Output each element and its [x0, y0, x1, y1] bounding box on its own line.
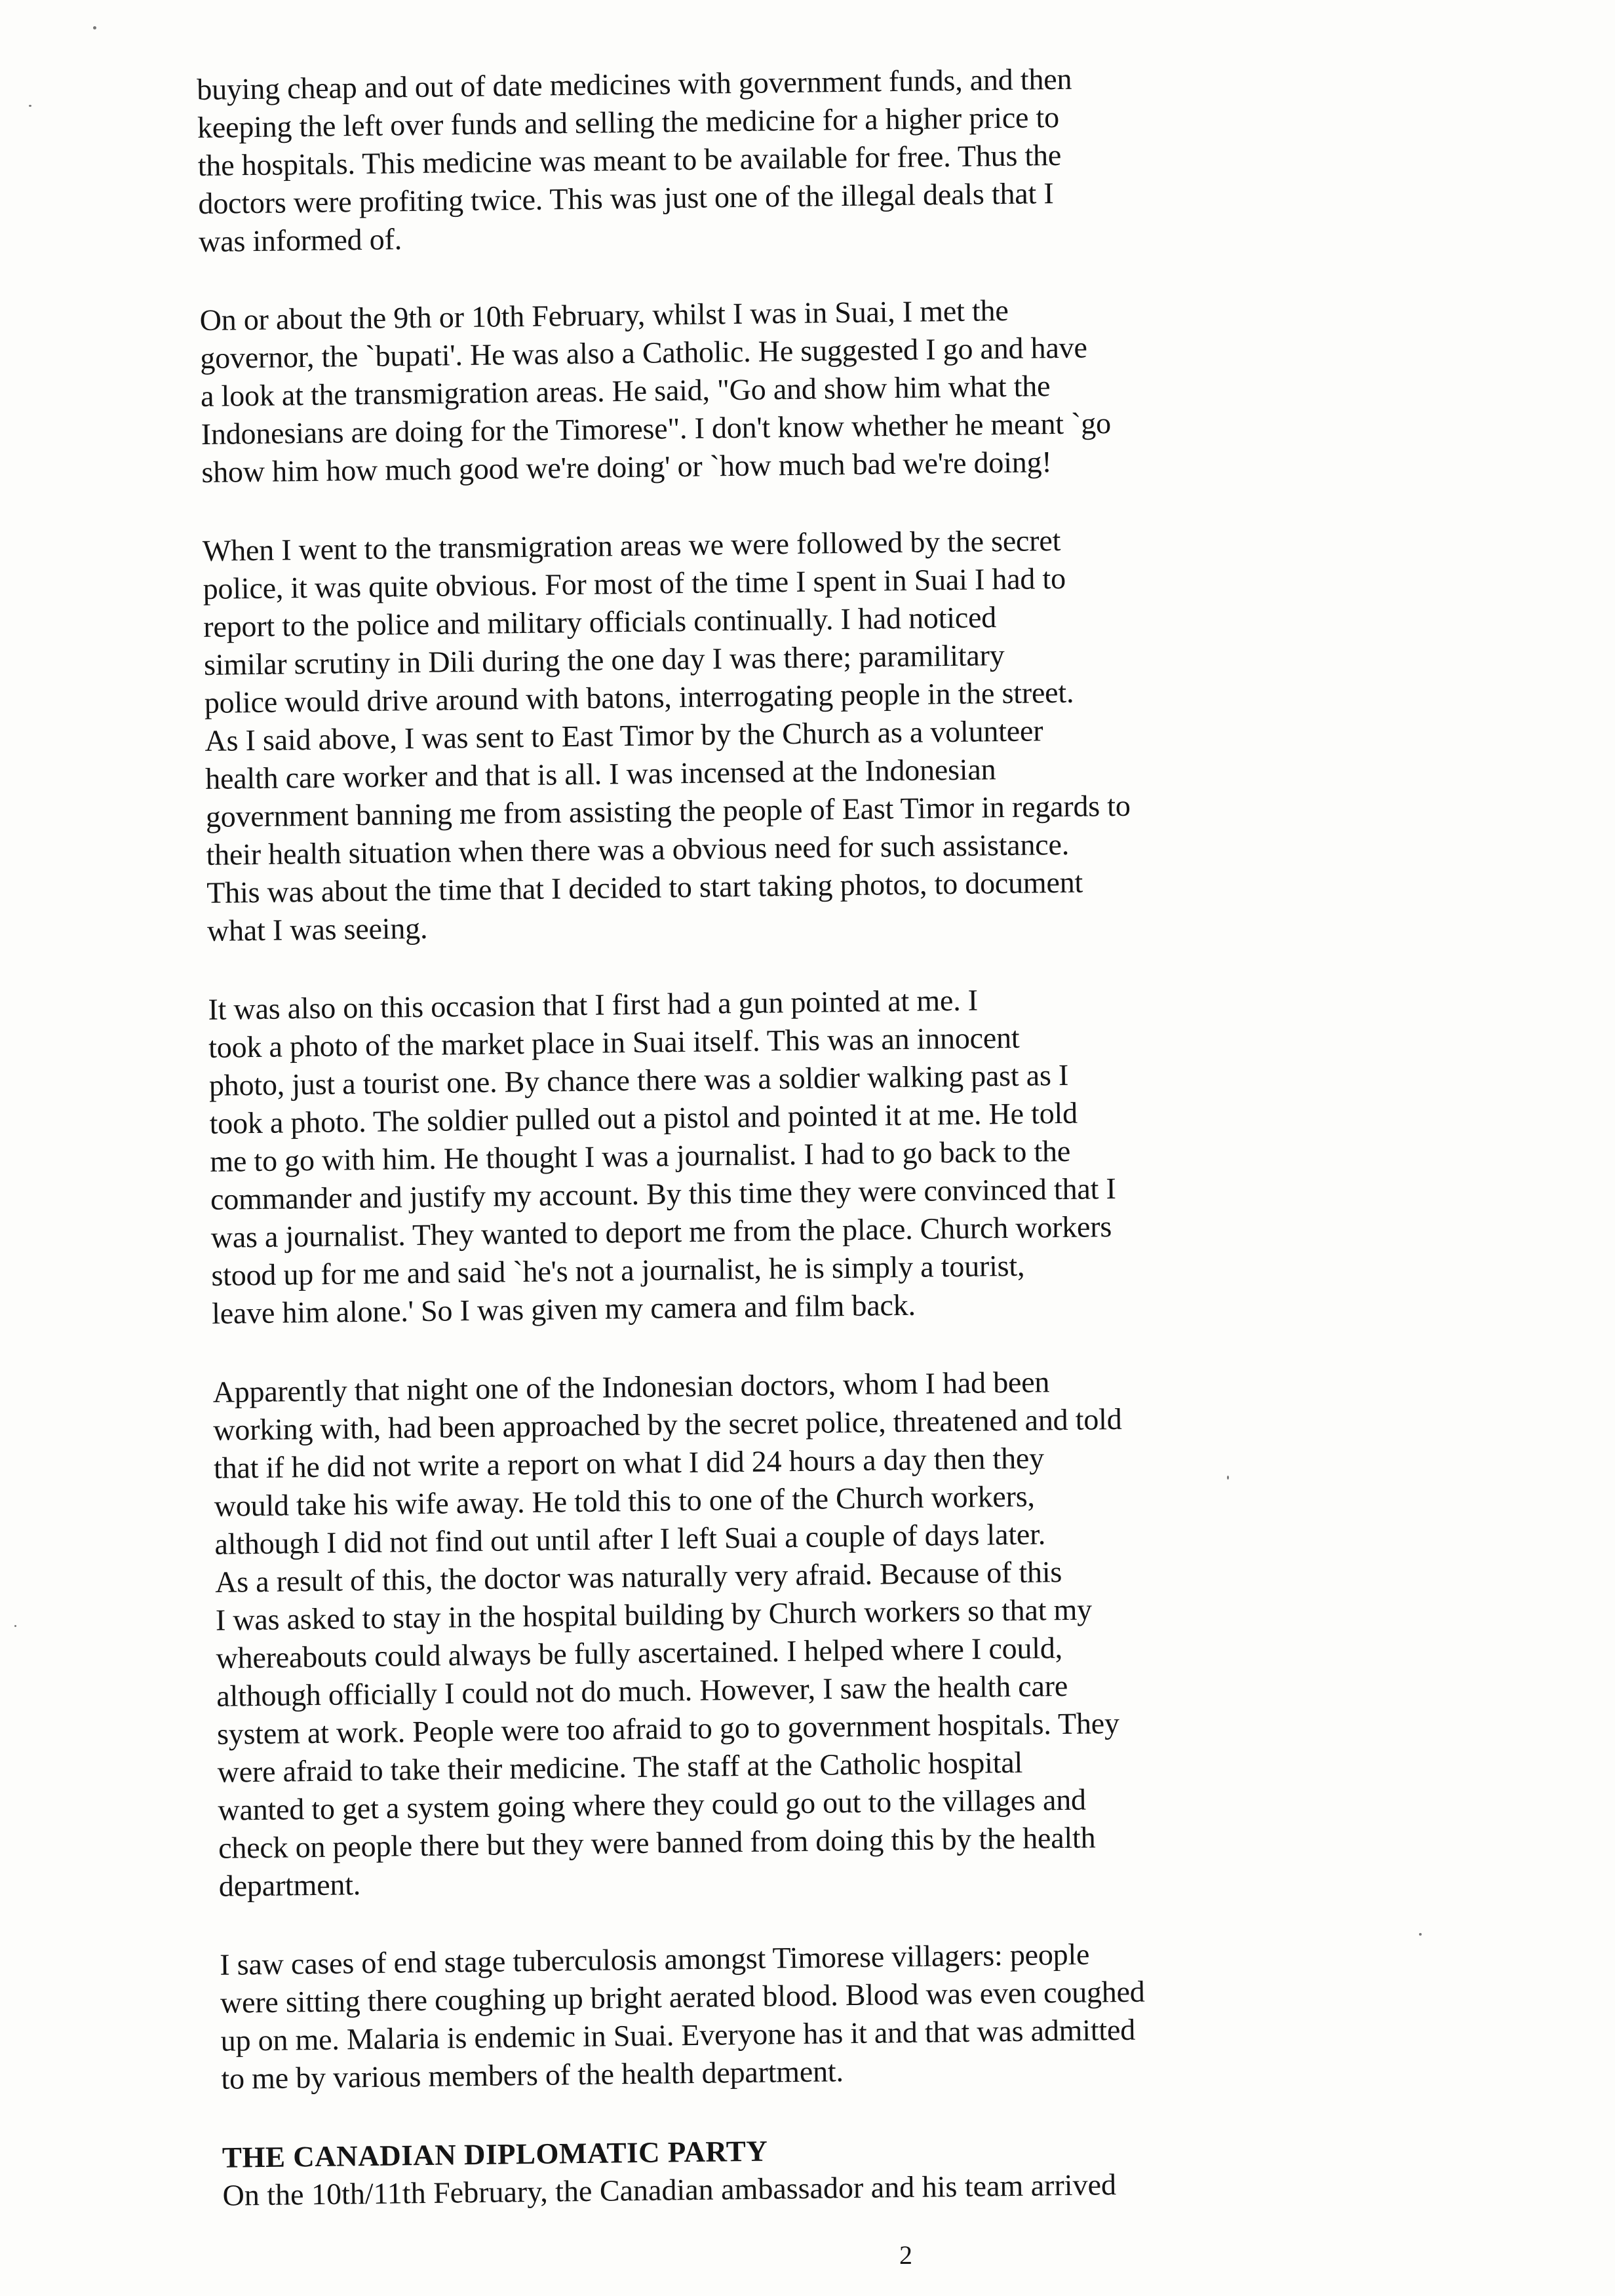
text-line: As I said above, I was sent to East Timor by the Church as a volunteer: [204, 714, 1043, 757]
text-line: check on people there but they were banned from doing this by the health: [218, 1820, 1096, 1865]
text-line: working with, had been approached by the secret police, threatened and told: [213, 1402, 1122, 1447]
text-line: government banning me from assisting the people of East Timor in regards to: [205, 788, 1131, 833]
text-line: It was also on this occasion that I first had a gun pointed at me. I: [208, 983, 979, 1026]
text-line: Indonesians are doing for the Timorese". I don't know whether he meant `go: [201, 406, 1112, 451]
scan-speck: [93, 26, 96, 29]
text-line: wanted to get a system going where they could go out to the villages and: [218, 1782, 1087, 1827]
paragraph: [208, 977, 1326, 1333]
text-line: similar scrutiny in Dili during the one day I was there; paramilitary: [203, 638, 1005, 681]
text-line: was informed of.: [198, 222, 402, 258]
text-line: buying cheap and out of date medicines with government funds, and then: [197, 62, 1072, 106]
section-first-line: On the 10th/11th February, the Canadian ambassador and his team arrived: [222, 2168, 1117, 2212]
text-line: up on me. Malaria is endemic in Suai. Everyone has it and that was admitted: [220, 2012, 1136, 2057]
text-line: system at work. People were too afraid to go to government hospitals. They: [216, 1706, 1120, 1751]
text-line: health care worker and that is all. I was incensed at the Indonesian: [204, 752, 996, 795]
text-line: would take his wife away. He told this to one of the Church workers,: [214, 1479, 1035, 1523]
text-line: doctors were profiting twice. This was just one of the illegal deals that I: [198, 176, 1054, 220]
text-line: were afraid to take their medicine. The staff at the Catholic hospital: [217, 1745, 1023, 1789]
text-line: to me by various members of the health department.: [221, 2054, 844, 2095]
text-line: report to the police and military officials continually. I had noticed: [203, 600, 997, 643]
text-line: what I was seeing.: [206, 911, 428, 947]
text-line: stood up for me and said `he's not a journalist, he is simply a tourist,: [211, 1248, 1025, 1292]
text-line: Apparently that night one of the Indonesian doctors, whom I had been: [212, 1365, 1050, 1409]
text-line: department.: [218, 1867, 361, 1903]
scan-speck: [1419, 1933, 1422, 1936]
section-heading: THE CANADIAN DIPLOMATIC PARTY: [222, 2134, 768, 2174]
text-line: As a result of this, the doctor was naturally very afraid. Because of this: [214, 1555, 1062, 1599]
text-line: I was asked to stay in the hospital building by Church workers so that my: [215, 1592, 1093, 1637]
text-line: commander and justify my account. By this time they were convinced that I: [210, 1171, 1116, 1216]
document-body: [197, 57, 1337, 2215]
scan-speck: [14, 1625, 16, 1627]
text-line: When I went to the transmigration areas we were followed by the secret: [202, 523, 1061, 567]
text-line: I saw cases of end stage tuberculosis amongst Timorese villagers: people: [220, 1937, 1090, 1981]
text-line: governor, the `bupati'. He was also a Catholic. He suggested I go and have: [200, 330, 1087, 375]
text-line: keeping the left over funds and selling the medicine for a higher price to: [197, 100, 1060, 144]
text-line: that if he did not write a report on what I did 24 hours a day then they: [213, 1441, 1045, 1485]
text-line: a look at the transmigration areas. He said, "Go and show him what the: [200, 369, 1051, 413]
text-line: was a journalist. They wanted to deport me from the place. Church workers: [210, 1210, 1112, 1254]
text-line: took a photo of the market place in Suai itself. This was an innocent: [208, 1020, 1020, 1064]
scan-speck: [1227, 1476, 1229, 1480]
paragraph: [197, 57, 1313, 261]
paragraph: [203, 518, 1322, 950]
text-line: police, it was quite obvious. For most of the time I spent in Suai I had to: [203, 561, 1066, 605]
paragraph: [220, 1932, 1336, 2098]
paragraph: [212, 1360, 1333, 1905]
scan-speck: [29, 105, 31, 107]
text-line: photo, just a tourist one. By chance there was a soldier walking past as I: [208, 1058, 1069, 1102]
text-line: although I did not find out until after I left Suai a couple of days later.: [214, 1517, 1046, 1561]
text-line: the hospitals. This medicine was meant to be available for free. Thus the: [197, 138, 1062, 182]
text-line: police would drive around with batons, interrogating people in the street.: [204, 675, 1074, 719]
paragraph: [199, 288, 1315, 491]
text-line: whereabouts could always be fully ascertained. I helped where I could,: [216, 1631, 1063, 1675]
text-line: took a photo. The soldier pulled out a pistol and pointed it at me. He told: [209, 1096, 1078, 1140]
text-line: This was about the time that I decided to start taking photos, to document: [206, 865, 1083, 909]
text-line: although officially I could not do much. However, I saw the health care: [216, 1668, 1068, 1713]
text-line: leave him alone.' So I was given my camera and film back.: [211, 1288, 916, 1330]
paragraph-list: [197, 57, 1336, 2098]
text-line: show him how much good we're doing' or `how much bad we're doing!: [201, 445, 1052, 489]
text-line: their health situation when there was a obvious need for such assistance.: [206, 827, 1070, 871]
text-line: were sitting there coughing up bright aerated blood. Blood was even coughed: [220, 1974, 1145, 2019]
text-line: me to go with him. He thought I was a journalist. I had to go back to the: [210, 1134, 1071, 1178]
page-number: 2: [899, 2240, 912, 2270]
text-line: On or about the 9th or 10th February, whilst I was in Suai, I met the: [199, 293, 1009, 337]
